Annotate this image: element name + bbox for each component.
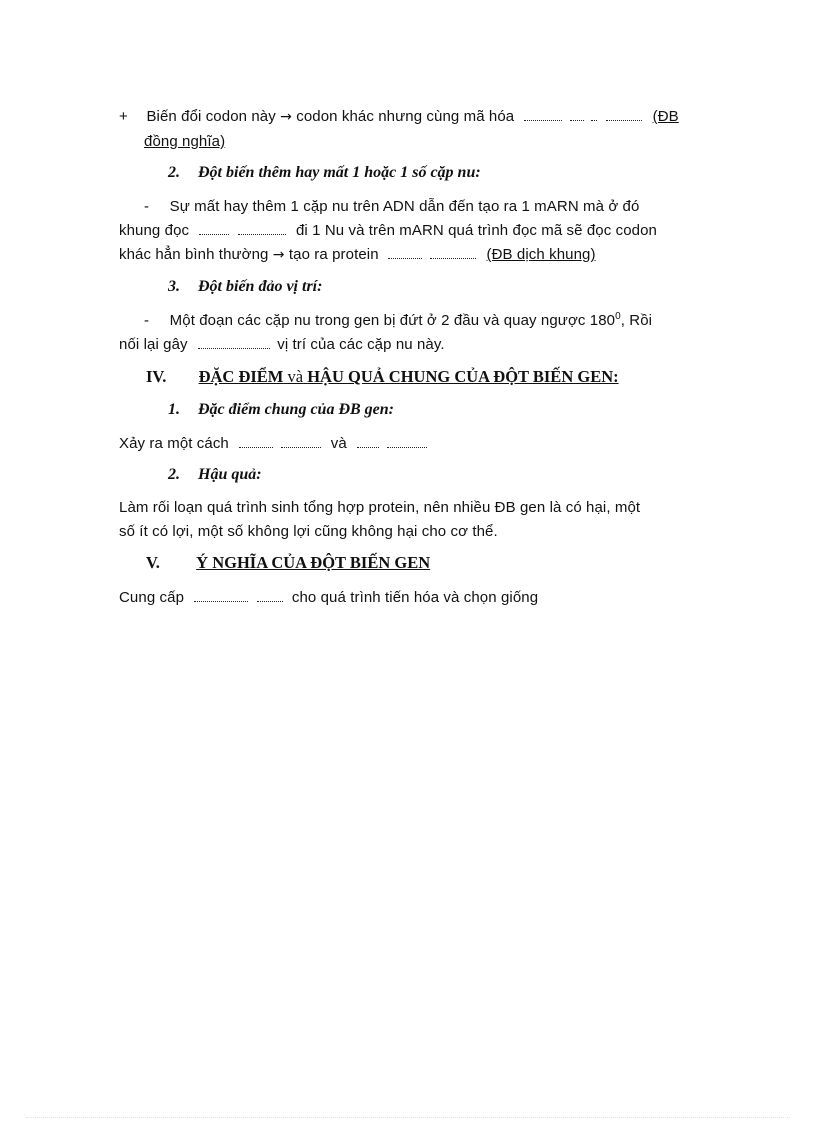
section-v-heading <box>146 553 430 573</box>
note-synonymous-b: đồng nghĩa) <box>144 133 226 150</box>
note-frameshift: (ĐB dịch khung) <box>486 246 596 263</box>
p4-1-text-b: và <box>330 435 347 452</box>
section-v-title: Ý NGHĨA CỦA ĐỘT BIẾN GEN <box>196 553 431 572</box>
section-iv-title-c: HẬU QUẢ CHUNG CỦA ĐỘT BIẾN GEN: <box>307 367 619 386</box>
p5-line <box>119 588 538 608</box>
p2-text3b: tạo ra protein <box>288 246 379 263</box>
dash: - <box>144 198 150 215</box>
heading-4-2-number: 2. <box>168 466 180 483</box>
p4-1-text-a: Xảy ra một cách <box>119 435 229 452</box>
dash: - <box>144 312 150 329</box>
bullet-line <box>119 107 679 127</box>
p3-text2b: vị trí của các cặp nu này. <box>277 336 445 353</box>
p3-text2a: nối lại gây <box>119 336 188 353</box>
fill-blank[interactable] <box>524 108 562 121</box>
fill-blank[interactable] <box>591 108 597 121</box>
heading-3-title: Đột biến đảo vị trí: <box>198 278 323 295</box>
arrow-icon: → <box>272 247 285 263</box>
note-synonymous-a: (ĐB <box>652 108 679 125</box>
fill-blank[interactable] <box>194 589 248 602</box>
page-bottom-rule <box>26 1117 790 1118</box>
section-iv-title-b: và <box>287 367 304 386</box>
p2-text1: Sự mất hay thêm 1 cặp nu trên ADN dẫn đến tạo ra 1 mARN mà ở đó <box>169 198 640 215</box>
p2-line3 <box>119 245 596 265</box>
fill-blank[interactable] <box>570 108 584 121</box>
bullet-plus: + <box>119 108 128 125</box>
p5-text-a: Cung cấp <box>119 589 185 606</box>
p4-1-line <box>119 434 427 454</box>
fill-blank[interactable] <box>281 435 321 448</box>
heading-4-1-title: Đặc điểm chung của ĐB gen: <box>198 401 394 418</box>
p2-line2 <box>119 221 657 241</box>
fill-blank[interactable] <box>238 222 286 235</box>
p3-text1-end: , Rồi <box>620 312 653 329</box>
section-iv-number: IV. <box>146 367 167 386</box>
heading-2 <box>168 163 481 183</box>
s1-text2: codon khác nhưng cùng mã hóa <box>296 108 515 125</box>
heading-4-1-number: 1. <box>168 401 180 418</box>
arrow-icon: → <box>280 109 292 125</box>
section-iv-title-a: ĐẶC ĐIỂM <box>198 367 284 386</box>
degree-superscript: 0 <box>615 311 621 322</box>
heading-4-1 <box>168 400 394 420</box>
p3-line1 <box>144 311 652 331</box>
s1-text1: Biến đổi codon này <box>146 108 276 125</box>
fill-blank[interactable] <box>239 435 273 448</box>
heading-3-number: 3. <box>168 278 180 295</box>
p2-text2a: khung đọc <box>119 222 190 239</box>
p3-text1: Một đoạn các cặp nu trong gen bị đứt ở 2 đầu và quay ngược 180 <box>169 312 616 329</box>
fill-blank[interactable] <box>430 246 476 259</box>
section-v-number: V. <box>146 553 160 572</box>
p2-text2b: đi 1 Nu và trên mARN quá trình đọc mã sẽ đọc codon <box>295 222 657 239</box>
fill-blank[interactable] <box>199 222 229 235</box>
section-iv-heading <box>146 367 619 387</box>
p3-line2 <box>119 335 445 355</box>
p2-text3a: khác hẳn bình thường <box>119 246 269 263</box>
fill-blank[interactable] <box>387 435 427 448</box>
heading-4-2-title: Hậu quả: <box>198 466 262 483</box>
fill-blank[interactable] <box>257 589 283 602</box>
p4-2-line1: Làm rối loạn quá trình sinh tổng hợp protein, nên nhiều ĐB gen là có hại, một <box>119 499 641 516</box>
p2-line1 <box>144 197 639 217</box>
heading-2-title: Đột biến thêm hay mất 1 hoặc 1 số cặp nu: <box>198 164 481 181</box>
heading-4-2 <box>168 465 262 485</box>
p5-text-b: cho quá trình tiến hóa và chọn giống <box>291 589 539 606</box>
fill-blank[interactable] <box>198 336 270 349</box>
fill-blank[interactable] <box>388 246 422 259</box>
heading-2-number: 2. <box>168 164 180 181</box>
fill-blank[interactable] <box>357 435 379 448</box>
p4-2-line2: số ít có lợi, một số không lợi cũng không hại cho cơ thể. <box>119 523 498 540</box>
fill-blank[interactable] <box>606 108 642 121</box>
heading-3 <box>168 277 322 297</box>
